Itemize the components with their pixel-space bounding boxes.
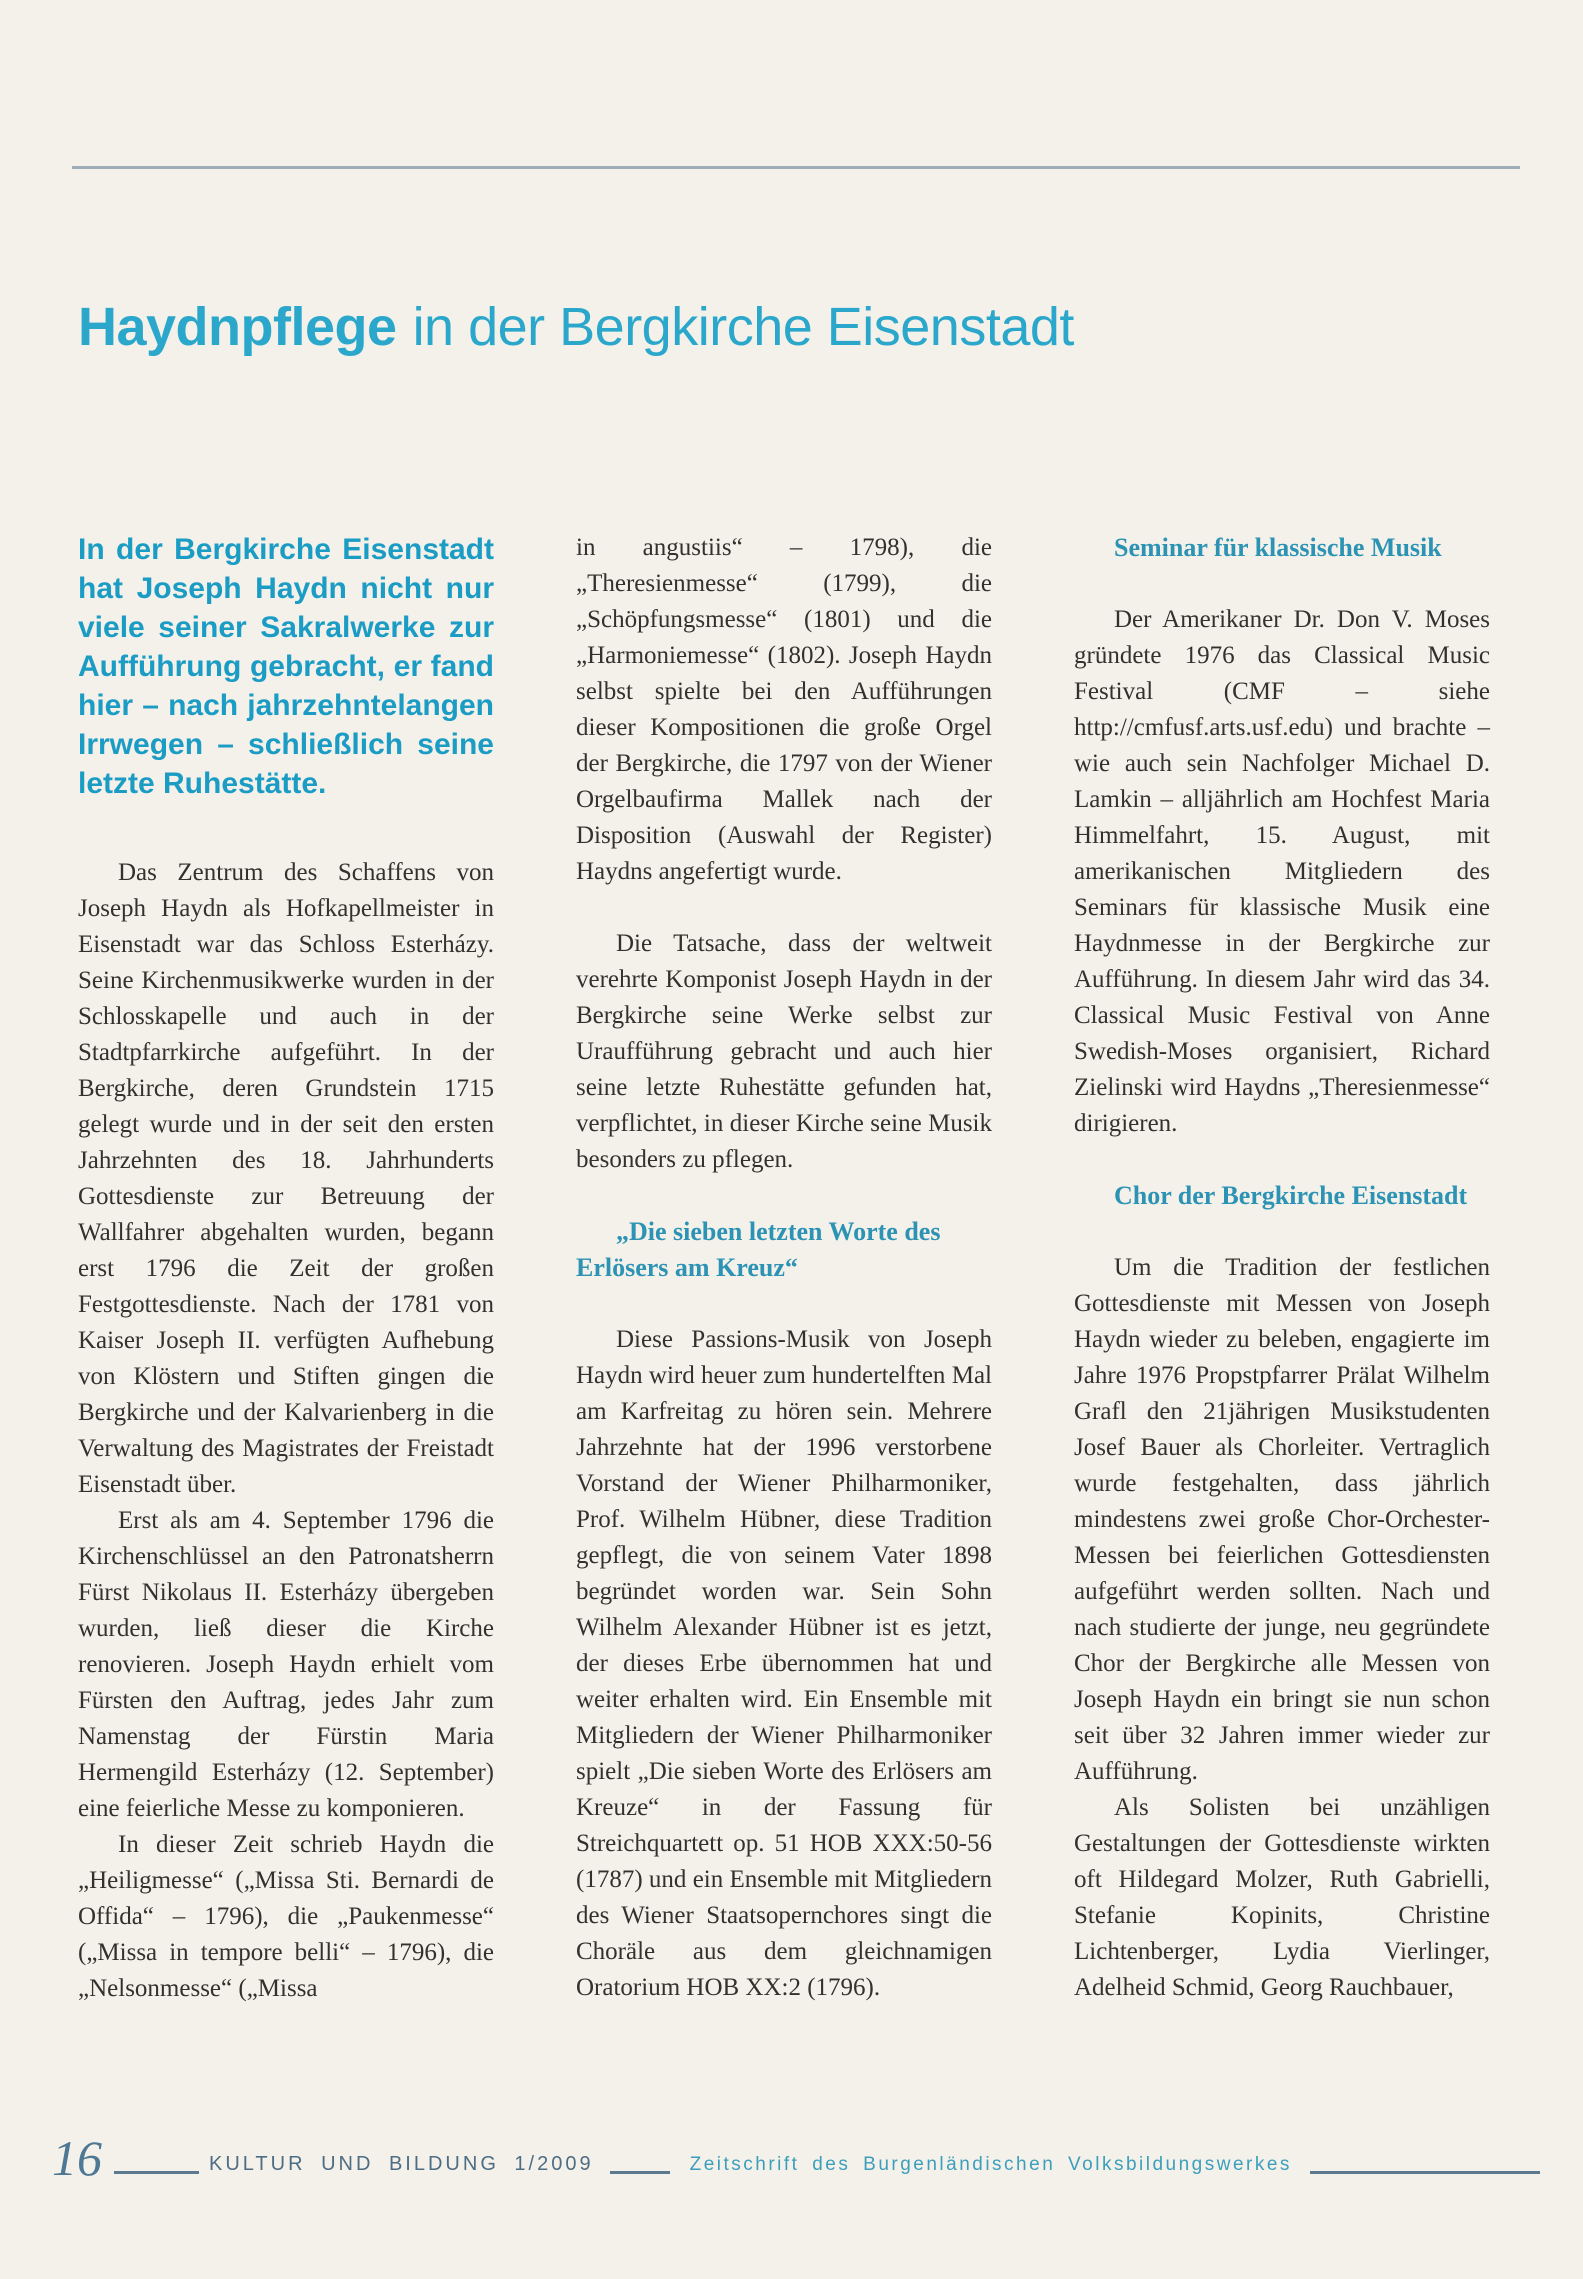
body-paragraph: Diese Passions-Musik von Joseph Haydn wird heuer zum hundertelften Mal am Karfreitag zu hören sein. Mehrere Jahrzehnte hat der 1996 verstorbene Vorstand der Wiener Philharmoniker, Prof. Wilhelm Hübner, diese Tradition gepflegt, die von seinem Vater 1898 begründet worden war. Sein Sohn Wilhelm Alexander Hübner ist es jetzt, der dieses Erbe übernommen hat und weiter erhalten wird. Ein Ensemble mit Mitgliedern der Wiener Philharmoniker spielt „Die sieben Worte des Erlösers am Kreuze“ in der Fassung für Streichquartett op. 51 HOB XXX:50-56 (1787) und ein Ensemble mit Mitgliedern des Wiener Staatsopernchores singt die Choräle aus dem gleichnamigen Oratorium HOB XX:2 (1796).	[576, 1326, 992, 2001]
body-paragraph: Die Tatsache, dass der weltweit verehrte Komponist Joseph Haydn in der Bergkirche seine Werke selbst zur Uraufführung gebracht und auch hier seine letzte Ruhestätte gefunden hat, verpflichtet, in dieser Kirche seine Musik besonders zu pflegen.	[576, 930, 992, 1173]
column-left	[78, 530, 494, 2007]
body-paragraph: Der Amerikaner Dr. Don V. Moses gründete 1976 das Classical Music Festival (CMF – siehe http://cmfusf.arts.usf.edu) und brachte – wie auch sein Nachfolger Michael D. Lamkin – alljährlich am Hochfest Maria Himmelfahrt, 15. August, mit amerikanischen Mitgliedern des Seminars für klassische Musik eine Haydnmesse in der Bergkirche zur Aufführung. In diesem Jahr wird das 34. Classical Music Festival von Anne Swedish-Moses organisiert, Richard Zielinski wird Haydns „Theresienmesse“ dirigieren.	[1074, 606, 1490, 1137]
page-footer	[52, 2130, 1540, 2186]
column-right	[1074, 530, 1490, 2007]
section-heading-seminar: Seminar für klassische Musik	[1114, 533, 1442, 562]
footer-rule	[1310, 2170, 1540, 2174]
body-paragraph: Das Zentrum des Schaffens von Joseph Haydn als Hofkapellmeister in Eisenstadt war das Schloss Esterházy. Seine Kirchenmusikwerke wurden in der Schlosskapelle und auch in der Stadtpfarrkirche aufgeführt. In der Bergkirche, deren Grundstein 1715 gelegt wurde und in der seit den ersten Jahrzehnten des 18. Jahrhunderts Gottesdienste zur Betreuung der Wallfahrer abgehalten wurden, begann erst 1796 die Zeit der großen Festgottesdienste. Nach der 1781 von Kaiser Joseph II. verfügten Aufhebung von Klöstern und Stiften gingen die Bergkirche und der Kalvarienberg in die Verwaltung des Magistrates der Freistadt Eisenstadt über.	[78, 859, 494, 1498]
column-middle	[576, 530, 992, 2007]
article-title-emphasis: Haydnpflege	[78, 297, 397, 357]
footer-rule	[114, 2170, 199, 2174]
intro-paragraph: In der Bergkirche Eisenstadt hat Joseph Haydn nicht nur viele seiner Sakralwerke zur Aufführung gebracht, er fand hier – nach jahrzehntelangen Irrwegen – schließlich seine letzte Ruhestätte.	[78, 533, 494, 800]
body-paragraph-continuation: in angustiis“ – 1798), die „Theresienmesse“ (1799), die „Schöpfungsmesse“ (1801) und die „Harmoniemesse“ (1802). Joseph Haydn selbst spielte bei den Aufführungen dieser Kompositionen die große Orgel der Bergkirche, die 1797 von der Wiener Orgelbaufirma Mallek nach der Disposition (Auswahl der Register) Haydns angefertigt wurde.	[576, 534, 992, 885]
article-columns	[78, 530, 1490, 2007]
section-heading-sieben-worte: „Die sieben letzten Worte des Erlösers am Kreuz“	[576, 1217, 941, 1282]
top-rule	[72, 166, 1520, 169]
journal-title: KULTUR UND BILDUNG 1/2009	[209, 2153, 594, 2175]
page-number: 16	[52, 2130, 102, 2186]
section-heading-chor: Chor der Bergkirche Eisenstadt	[1114, 1181, 1468, 1210]
body-paragraph: Als Solisten bei unzähligen Gestaltungen der Gottesdienste wirkten oft Hildegard Molzer, Ruth Gabrielli, Stefanie Kopinits, Christine Lichtenberger, Lydia Vierlinger, Adelheid Schmid, Georg Rauchbauer,	[1074, 1794, 1490, 2001]
body-paragraph: In dieser Zeit schrieb Haydn die „Heiligmesse“ („Missa Sti. Bernardi de Offida“ – 1796), die „Paukenmesse“ („Missa in tempore belli“ – 1796), die „Nelsonmesse“ („Missa	[78, 1831, 494, 2002]
footer-rule	[610, 2170, 670, 2174]
body-paragraph: Um die Tradition der festlichen Gottesdienste mit Messen von Joseph Haydn wieder zu beleben, engagierte im Jahre 1976 Propstpfarrer Prälat Wilhelm Grafl den 21jährigen Musikstudenten Josef Bauer als Chorleiter. Vertraglich wurde festgehalten, dass jährlich mindestens zwei große Chor-Orchester-Messen bei feierlichen Gottesdiensten aufgeführt werden sollten. Nach und nach studierte der junge, neu gegründete Chor der Bergkirche alle Messen von Joseph Haydn ein bringt sie nun schon seit über 32 Jahren immer wieder zur Aufführung.	[1074, 1254, 1490, 1785]
article-title-rest: in der Bergkirche Eisenstadt	[412, 297, 1074, 357]
article-title	[78, 298, 1074, 357]
body-paragraph: Erst als am 4. September 1796 die Kirchenschlüssel an den Patronatsherrn Fürst Nikolaus II. Esterházy übergeben wurden, ließ dieser die Kirche renovieren. Joseph Haydn erhielt vom Fürsten den Auftrag, jedes Jahr zum Namenstag der Fürstin Maria Hermengild Esterházy (12. September) eine feierliche Messe zu komponieren.	[78, 1507, 494, 1822]
publisher-line: Zeitschrift des Burgenländischen Volksbildungswerkes	[689, 2154, 1292, 2175]
